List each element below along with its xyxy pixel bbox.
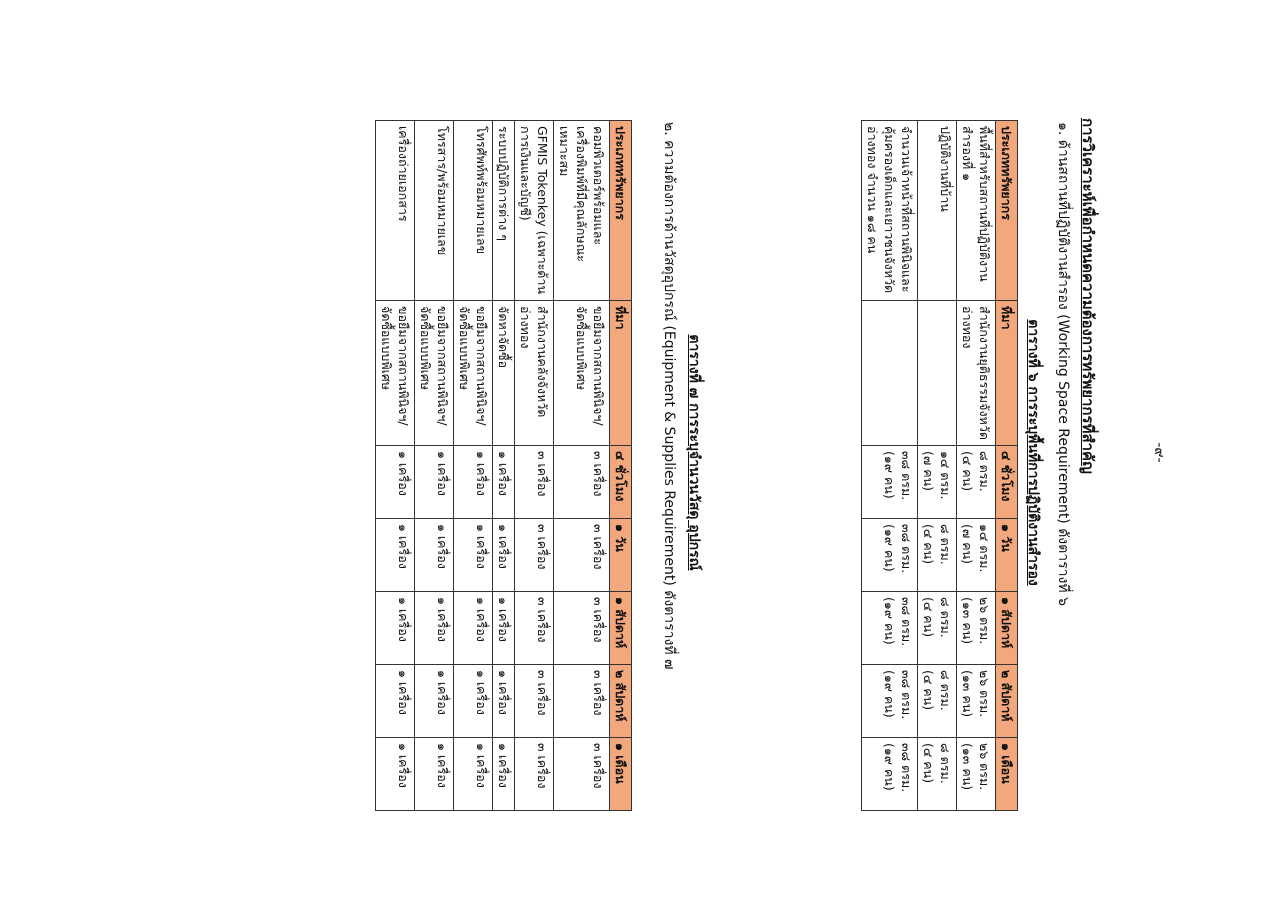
table-cell: ๓ เครื่อง: [554, 519, 610, 592]
table-cell: ๑ เครื่อง: [493, 446, 515, 519]
header-cell: ประเภททรัพยากร: [996, 121, 1018, 301]
table-cell: ๑ เครื่อง: [415, 738, 454, 811]
section-1-text: ๑. ด้านสถานที่ปฏิบัติงานสำรอง (Working Space Requirement) ดังตารางที่ ๖: [1055, 122, 1071, 606]
header-cell: ที่มา: [996, 301, 1018, 446]
table-cell: ๓๘ ตรม. (๑๙ คน): [862, 665, 918, 738]
table-cell: ระบบปฏิบัติการต่าง ๆ: [493, 121, 515, 301]
table-cell: ๘ ตรม. (๔ คน): [957, 446, 996, 519]
table-cell: ๓ เครื่อง: [554, 446, 610, 519]
table-cell: ๓ เครื่อง: [515, 519, 554, 592]
table-cell: ๓ เครื่อง: [515, 738, 554, 811]
header-cell: ๒ สัปดาห์: [610, 665, 632, 738]
table-cell: ขอยืมจากสถานพินิจฯ/จัดซื้อแบบพิเศษ: [554, 301, 610, 446]
table-cell: ๒๖ ตรม. (๑๓ คน): [957, 738, 996, 811]
table-cell: ๑ เครื่อง: [454, 519, 493, 592]
table-cell: ขอยืมจากสถานพินิจฯ/จัดซื้อแบบพิเศษ: [415, 301, 454, 446]
table-cell: ๓๘ ตรม. (๑๙ คน): [862, 738, 918, 811]
table-cell: ๘ ตรม. (๔ คน): [918, 738, 957, 811]
table-cell: ๓ เครื่อง: [554, 665, 610, 738]
header-cell: ๑ เดือน: [996, 738, 1018, 811]
table-cell: ๑ เครื่อง: [454, 665, 493, 738]
table-cell: ๒๖ ตรม. (๑๓ คน): [957, 665, 996, 738]
table-cell: ๓ เครื่อง: [515, 592, 554, 665]
table-cell: ๑ เครื่อง: [376, 665, 415, 738]
table-cell: ๑ เครื่อง: [493, 665, 515, 738]
table-cell: โทรสาร/พร้อมหมายเลข: [415, 121, 454, 301]
table-cell: ๑ เครื่อง: [415, 446, 454, 519]
table-cell: สำนักงานคลังจังหวัดอ่างทอง: [515, 301, 554, 446]
table-cell: ๓ เครื่อง: [515, 665, 554, 738]
section-2-text: ๒. ความต้องการด้านวัสดุอุปกรณ์ (Equipment & Supplies Requirement) ดังตารางที่ ๗: [661, 122, 677, 670]
header-cell: ๑ สัปดาห์: [996, 592, 1018, 665]
table-row: [957, 121, 996, 811]
working-space-table: [861, 120, 1018, 811]
table-cell: ๑ เครื่อง: [415, 519, 454, 592]
header-cell: ๑ วัน: [996, 519, 1018, 592]
table-cell: ๑ เครื่อง: [493, 519, 515, 592]
header-cell: ๔ ชั่วโมง: [996, 446, 1018, 519]
page-number: -๙-: [1151, 442, 1167, 463]
table-cell: ๑ เครื่อง: [376, 592, 415, 665]
table-cell: จัดหาจัดซื้อ: [493, 301, 515, 446]
table-cell: ๓ เครื่อง: [554, 738, 610, 811]
equipment-supplies-table: [375, 120, 632, 811]
header-cell: ๑ เดือน: [610, 738, 632, 811]
document-heading: การวิเคราะห์เพื่อกำหนดความต้องการทรัพยากรที่สำคัญ: [1079, 118, 1097, 474]
header-cell: ๑ สัปดาห์: [610, 592, 632, 665]
table-row: [415, 121, 454, 811]
table-cell: ๑ เครื่อง: [454, 446, 493, 519]
table-cell: ๓๘ ตรม. (๑๙ คน): [862, 519, 918, 592]
table-cell: ๘ ตรม. (๔ คน): [918, 592, 957, 665]
table-cell: ๘ ตรม. (๔ คน): [918, 519, 957, 592]
table-header-row: [610, 121, 632, 811]
table-row: [493, 121, 515, 811]
table-cell: จำนวนเจ้าหน้าที่สถานพินิจและคุ้มครองเด็กและเยาวชนจังหวัดอ่างทอง จำนวน ๑๘ คน: [862, 121, 918, 301]
table-cell: ขอยืมจากสถานพินิจฯ/จัดซื้อแบบพิเศษ: [376, 301, 415, 446]
table-cell: ๑ เครื่อง: [376, 738, 415, 811]
table-row: [918, 121, 957, 811]
table-cell: คอมพิวเตอร์พร้อมและเครื่องพิมพ์ที่มีคุณลักษณะเหมาะสม: [554, 121, 610, 301]
table-cell: ๑ เครื่อง: [376, 519, 415, 592]
table-cell: ขอยืมจากสถานพินิจฯ/จัดซื้อแบบพิเศษ: [454, 301, 493, 446]
table-cell: ๑๔ ตรม. (๗ คน): [957, 519, 996, 592]
table-cell: [918, 301, 957, 446]
table-cell: ๑ เครื่อง: [493, 592, 515, 665]
table-cell: ๓ เครื่อง: [554, 592, 610, 665]
table-row: [554, 121, 610, 811]
header-cell: ประเภททรัพยากร: [610, 121, 632, 301]
table-row: [515, 121, 554, 811]
table-cell: ๓๘ ตรม. (๑๙ คน): [862, 446, 918, 519]
header-cell: ที่มา: [610, 301, 632, 446]
table-cell: พื้นที่สำหรับสถานที่ปฏิบัติงานสำรองที่ ๑: [957, 121, 996, 301]
header-cell: ๔ ชั่วโมง: [610, 446, 632, 519]
table-cell: ๑๔ ตรม. (๗ คน): [918, 446, 957, 519]
table-7-caption: ตารางที่ ๗ การระบุจำนวนวัสดุ อุปกรณ์: [686, 334, 702, 571]
table-cell: ๑ เครื่อง: [415, 592, 454, 665]
table-cell: ๘ ตรม. (๔ คน): [918, 665, 957, 738]
table-cell: ๒๖ ตรม. (๑๓ คน): [957, 592, 996, 665]
table-row: [376, 121, 415, 811]
table-cell: ๓๘ ตรม. (๑๙ คน): [862, 592, 918, 665]
table-cell: ปฏิบัติงานที่บ้าน: [918, 121, 957, 301]
table-cell: โทรศัพท์พร้อมหมายเลข: [454, 121, 493, 301]
table-cell: GFMIS Tokenkey (เฉพาะด้านการเงินและบัญชี): [515, 121, 554, 301]
table-cell: ๑ เครื่อง: [376, 446, 415, 519]
table-cell: เครื่องถ่ายเอกสาร: [376, 121, 415, 301]
header-cell: ๑ วัน: [610, 519, 632, 592]
table-cell: ๑ เครื่อง: [454, 592, 493, 665]
table-cell: ๑ เครื่อง: [415, 665, 454, 738]
table-row: [862, 121, 918, 811]
table-6-caption: ตารางที่ ๖ การระบุพื้นที่การปฏิบัติงานสำรอง: [1025, 319, 1041, 586]
header-cell: ๒ สัปดาห์: [996, 665, 1018, 738]
table-cell: [862, 301, 918, 446]
table-cell: สำนักงานยุติธรรมจังหวัดอ่างทอง: [957, 301, 996, 446]
table-cell: ๑ เครื่อง: [454, 738, 493, 811]
table-header-row: [996, 121, 1018, 811]
table-cell: ๑ เครื่อง: [493, 738, 515, 811]
table-cell: ๓ เครื่อง: [515, 446, 554, 519]
table-row: [454, 121, 493, 811]
